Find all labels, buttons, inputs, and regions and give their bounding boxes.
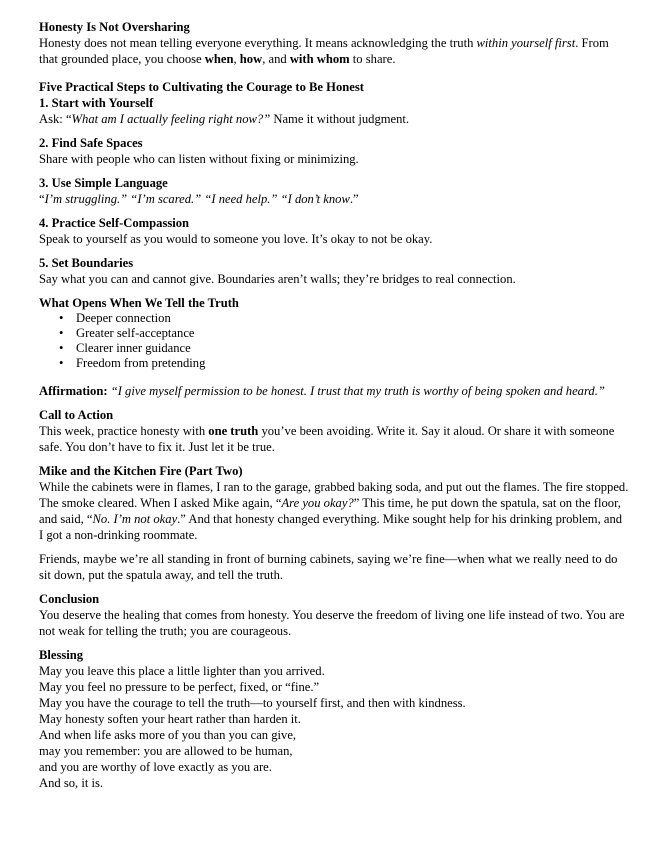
blessing-line: May honesty soften your heart rather than harden it. [39, 712, 301, 726]
mike-paragraph-1 [39, 479, 629, 543]
blessing-line: may you remember: you are allowed to be human, [39, 744, 293, 758]
call-heading: Call to Action [39, 408, 114, 422]
step-3-close-quote: .” [349, 192, 359, 206]
list-item: • Deeper connection [76, 311, 629, 326]
step-1-pre: Ask: “ [39, 112, 72, 126]
step-5-text: Say what you can and cannot give. Boundaries aren’t walls; they’re bridges to real connection. [39, 272, 516, 286]
blessing-line: and you are worthy of love exactly as you are. [39, 760, 272, 774]
affirmation [39, 383, 629, 399]
step-4-title: 4. Practice Self-Compassion [39, 216, 190, 230]
oversharing-when: when [204, 52, 234, 66]
document-page [39, 19, 629, 791]
list-item: • Greater self-acceptance [76, 326, 629, 341]
blessing-line: May you have the courage to tell the truth—to yourself first, and then with kindness. [39, 696, 466, 710]
affirmation-label: Affirmation: [39, 384, 108, 398]
step-1-text [39, 111, 629, 127]
oversharing-text-1: Honesty does not mean telling everyone everything. It means acknowledging the truth [39, 36, 477, 50]
call-text [39, 423, 629, 455]
step-3-open-quote: “ [39, 192, 45, 206]
oversharing-emphasis: within yourself first [476, 36, 576, 50]
oversharing-text-2: . From that grounded place, you choose [39, 36, 609, 66]
step-4-text: Speak to yourself as you would to someone you love. It’s okay to not be okay. [39, 232, 433, 246]
conclusion-heading: Conclusion [39, 592, 100, 606]
mike-emphasis-2: No. I’m not okay [92, 512, 178, 526]
step-2-title: 2. Find Safe Spaces [39, 136, 143, 150]
step-3-text [39, 191, 629, 207]
mike-paragraph-2: Friends, maybe we’re all standing in front of burning cabinets, saying we’re fine—when what we really need to do sit down, put the spatula away, and tell the truth. [39, 552, 618, 582]
step-1-post: Name it without judgment. [270, 112, 410, 126]
blessing-line: And when life asks more of you than you can give, [39, 728, 297, 742]
opens-heading: What Opens When We Tell the Truth [39, 296, 239, 310]
step-3-emphasis: I’m struggling.” “I’m scared.” “I need help.” “I don’t know [44, 192, 350, 206]
oversharing-paragraph [39, 35, 629, 67]
step-3-title: 3. Use Simple Language [39, 176, 168, 190]
oversharing-text-3: to share. [349, 52, 396, 66]
list-item: • Clearer inner guidance [76, 341, 629, 356]
steps-heading: Five Practical Steps to Cultivating the Courage to Be Honest [39, 80, 364, 94]
call-text-1: This week, practice honesty with [39, 424, 209, 438]
mike-text-1: While the cabinets were in flames, I ran to the garage, grabbed baking soda, and put out the flames. The fire stopped. The smoke cleared. When I asked Mike again, “ [39, 480, 629, 510]
oversharing-and: , and [262, 52, 290, 66]
blessing-lines [39, 663, 629, 791]
step-5-title: 5. Set Boundaries [39, 256, 134, 270]
mike-heading: Mike and the Kitchen Fire (Part Two) [39, 464, 243, 478]
mike-text-2: ” This time, he put down the spatula, sat on the floor, and said, “ [39, 496, 621, 526]
oversharing-with-whom: with whom [289, 52, 350, 66]
call-bold: one truth [208, 424, 259, 438]
blessing-heading: Blessing [39, 648, 84, 662]
step-2-text: Share with people who can listen without fixing or minimizing. [39, 152, 359, 166]
step-1-emphasis: What am I actually feeling right now?” [71, 112, 271, 126]
step-1-title: 1. Start with Yourself [39, 96, 154, 110]
mike-emphasis-1: Are you okay? [281, 496, 354, 510]
oversharing-how: how [239, 52, 263, 66]
call-text-2: you’ve been avoiding. Write it. Say it aloud. Or share it with someone safe. You don’t have to fix it. Just let it be true. [39, 424, 615, 454]
list-item: • Freedom from pretending [76, 356, 629, 371]
blessing-line: May you leave this place a little lighter than you arrived. [39, 664, 325, 678]
affirmation-text: “I give myself permission to be honest. I trust that my truth is worthy of being spoken and heard.” [110, 384, 605, 398]
mike-text-3: .” And that honesty changed everything. Mike sought help for his drinking problem, and I got a non-drinking roommate. [39, 512, 623, 542]
opens-list [39, 311, 629, 371]
blessing-line: May you feel no pressure to be perfect, fixed, or “fine.” [39, 680, 320, 694]
conclusion-text: You deserve the healing that comes from honesty. You deserve the freedom of living one life instead of two. You are not weak for telling the truth; you are courageous. [39, 608, 625, 638]
oversharing-comma: , [233, 52, 240, 66]
blessing-line: And so, it is. [39, 776, 104, 790]
oversharing-heading: Honesty Is Not Oversharing [39, 20, 190, 34]
